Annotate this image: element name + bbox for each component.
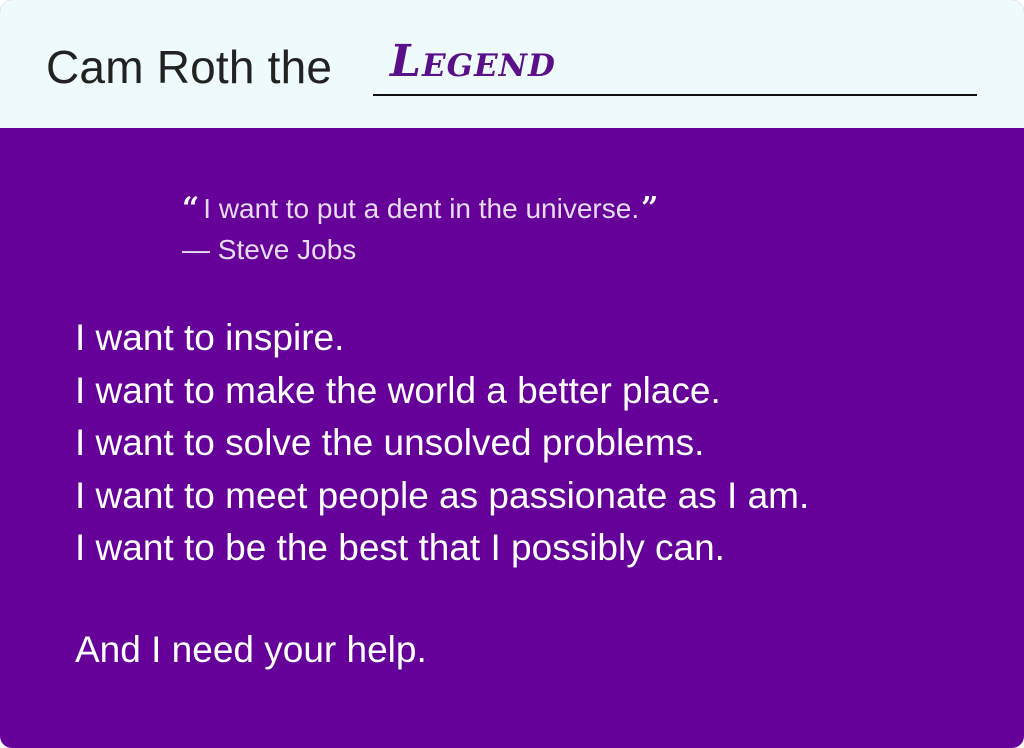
- closing-line: And I need your help.: [75, 629, 427, 670]
- statement-list: [75, 312, 809, 575]
- header-title-word: Legend: [390, 36, 556, 87]
- quote-text: I want to put a dent in the universe.: [203, 193, 640, 224]
- open-quote-icon: “: [182, 191, 200, 226]
- quote-author: — Steve Jobs: [182, 234, 357, 265]
- statement-line: I want to solve the unsolved problems.: [75, 422, 705, 463]
- statement-line: I want to be the best that I possibly can.: [75, 527, 725, 568]
- header-name: Cam Roth the: [46, 41, 333, 93]
- close-quote-icon: ”: [641, 191, 659, 226]
- statement-line: I want to make the world a better place.: [75, 369, 721, 411]
- fill-in-underline: [373, 94, 977, 96]
- quote-block: [182, 188, 658, 270]
- header-banner: [0, 0, 1024, 128]
- statement-line: I want to inspire.: [75, 317, 345, 358]
- statement-line: I want to meet people as passionate as I am.: [75, 474, 810, 516]
